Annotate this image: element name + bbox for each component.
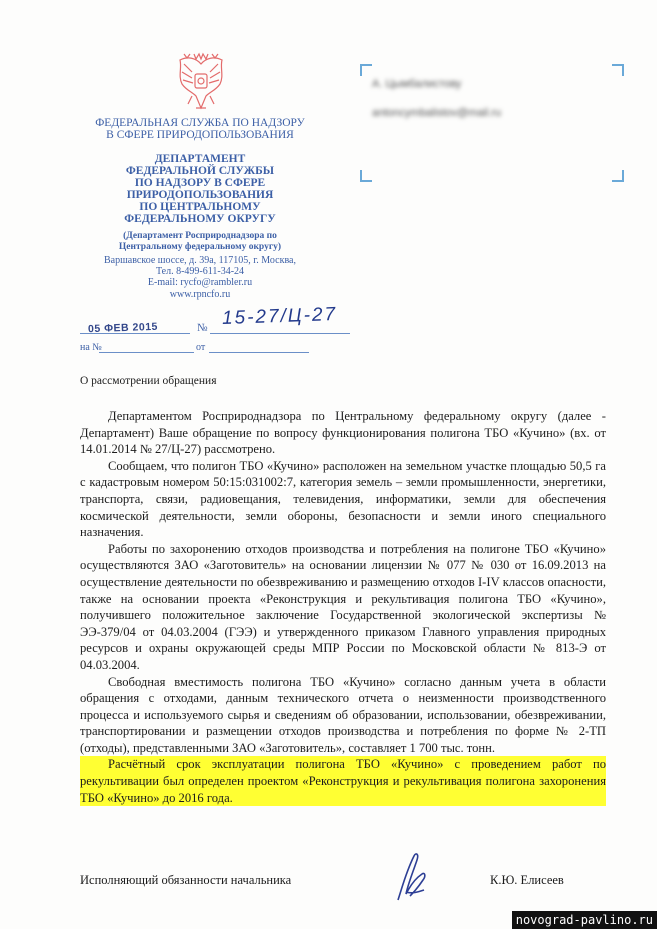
reference-prefix: на № <box>80 342 102 353</box>
email: E-mail: rycfo@rambler.ru <box>147 277 253 289</box>
address-frame-corner <box>360 170 372 182</box>
site-watermark: novograd-pavlino.ru <box>512 911 657 929</box>
reference-from-label: от <box>196 342 206 353</box>
department-name: ДЕПАРТАМЕНТ ФЕДЕРАЛЬНОЙ СЛУЖБЫ ПО НАДЗОРУ В СФЕРЕ ПРИРОДОПОЛЬЗОВАНИЯ ПО ЦЕНТРАЛЬНОМУ ФЕДЕРАЛЬНОМУ ОКРУГУ <box>124 153 276 225</box>
coat-of-arms-emblem <box>170 50 232 116</box>
registration-number-handwritten: 15-27/Ц-27 <box>221 303 338 330</box>
paragraph: Сообщаем, что полигон ТБО «Кучино» расположен на земельном участке площадью 50,5 га с кадастровым номером 50:15:031002:7, категория земель – земли промышленности, энергетики, транспорта, связи, радиовещания, телевидения, информатики, земли для обеспечения космической деятельности, земли обороны, безопасности и земли иного специального назначения. <box>80 458 606 540</box>
agency-name: ФЕДЕРАЛЬНАЯ СЛУЖБА ПО НАДЗОРУ В СФЕРЕ ПРИРОДОПОЛЬЗОВАНИЯ <box>95 117 305 141</box>
paragraph: Свободная вместимость полигона ТБО «Кучино» согласно данным учета в области обращения с отходами, данным технического отчета о неизменности производственного процесса и используемого сырья и сведениям об образовании, использовании, обезвреживании, транспортировании и размещении отходов производства и потребления по форме № 2-ТП (отходы), представленными ЗАО «Заготовитель», составляет 1 700 тыс. тонн. <box>80 674 606 755</box>
highlighted-paragraph: Расчётный срок эксплуатации полигона ТБО «Кучино» с проведением работ по рекультивации был определен проектом «Реконструкция и рекультивация полигона захоронения ТБО «Кучино» до 2016 года. <box>80 757 606 805</box>
contact-block <box>80 255 320 300</box>
department-short-name: (Департамент Росприроднадзора по Центральному федеральному округу) <box>118 231 282 252</box>
reference-number-line <box>99 352 194 353</box>
address-frame-corner <box>360 64 372 76</box>
subject-line: О рассмотрении обращения <box>80 375 217 387</box>
website: www.rpncfo.ru <box>169 288 231 300</box>
number-line <box>210 333 350 334</box>
address-frame-corner <box>612 170 624 182</box>
phone: Тел. 8-499-611-34-24 <box>155 266 245 278</box>
signatory-title: Исполняющий обязанности начальника <box>80 873 292 887</box>
paragraph: Департаментом Росприроднадзора по Центральному федеральному округу (далее - Департамент) Ваше обращение по вопросу функционирования полигона ТБО «Кучино» (вх. от 14.01.2014 № 27/Ц-27) рассмотрено. <box>80 409 606 457</box>
number-label: № <box>197 322 208 334</box>
letter-body <box>80 408 606 806</box>
signatory-name: К.Ю. Елисеев <box>490 873 564 887</box>
address: Варшавское шоссе, д. 39а, 117105, г. Москва, <box>104 255 296 266</box>
recipient-email: antoncymbalistov@mail.ru <box>372 107 502 119</box>
recipient-name: А. Цымбалистову <box>372 78 462 90</box>
paragraph: Работы по захоронению отходов производства и потребления на полигоне ТБО «Кучино» осуществляются ЗАО «Заготовитель» на основании лицензии № 077 № 030 от 16.09.2013 на осуществление деятельности по обезвреживанию и размещению отходов I-IV классов опасности, также на основании проекта «Реконструкция и рекультивация полигона ТБО «Кучино», получившего положительное заключение Государственной экологической экспертизы № ЭЭ-379/04 от 04.03.2004 (ГЭЭ) и утвержденного приказом Главного управления природных ресурсов и охраны окружающей среды МПР России по Московской области № 813-Э от 04.03.2004. <box>80 541 606 672</box>
address-frame-corner <box>612 64 624 76</box>
registration-date-stamp: 05 ФЕВ 2015 <box>87 320 159 336</box>
reference-date-line <box>209 352 309 353</box>
handwritten-signature <box>392 848 434 904</box>
